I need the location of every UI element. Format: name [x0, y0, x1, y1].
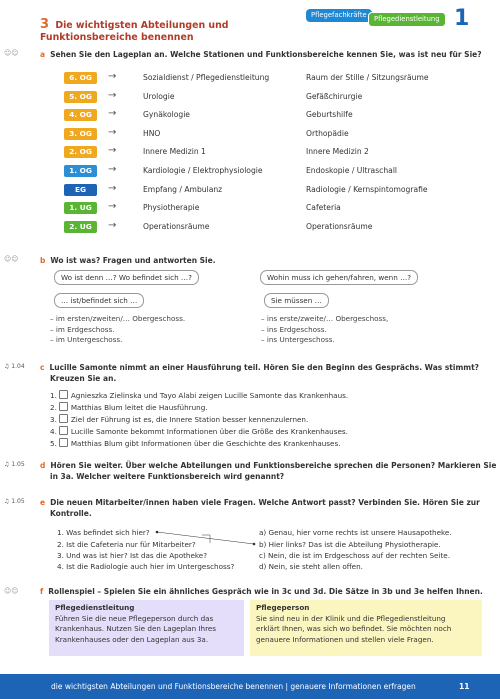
task-d-text-2: in 3a. Welcher weitere Funktionsbereich wird genannt?: [50, 472, 285, 481]
page-footer: [0, 674, 500, 699]
floor-level-badge: 2. UG: [64, 221, 97, 233]
role-card-line: Sie sind neu in der Klinik und die Pflegedienstleitung: [256, 613, 446, 623]
answer-c: c) Nein, die ist im Erdgeschoss auf der rechten Seite.: [259, 551, 451, 560]
item-number: 3.: [50, 415, 57, 424]
role-card-line: genauere Informationen und stellen viele Fragen.: [256, 634, 434, 644]
task-a-text: Sehen Sie den Lageplan an. Welche Stationen und Funktionsbereiche kennen Sie, was ist neu für Sie?: [50, 50, 482, 59]
floor-department-left: HNO: [143, 128, 161, 138]
arrow-right-icon: →: [108, 71, 117, 82]
unit-number: 1: [454, 6, 470, 31]
floor-department-left: Sozialdienst / Pflegedienstleitung: [143, 73, 270, 82]
list-item: – ins Untergeschoss.: [261, 335, 335, 344]
task-letter: a: [40, 50, 46, 59]
pair-work-icon: ☺☺: [4, 49, 19, 57]
speech-bubble-answer-1: … ist/befindet sich …: [54, 293, 144, 308]
question-3: 3. Und was ist hier? Ist das die Apotheke?: [57, 551, 208, 560]
task-e-text-1: Die neuen Mitarbeiter/innen haben viele Fragen. Welche Antwort passt? Verbinden Sie. Hören Sie zur: [50, 498, 480, 507]
list-item: – im Untergeschoss.: [50, 335, 123, 344]
floor-level-badge: 2. OG: [64, 146, 97, 158]
page-number: 11: [459, 682, 470, 691]
match-dot: [253, 543, 256, 546]
floor-level-badge: 3. OG: [64, 128, 97, 140]
list-item: – im ersten/zweiten/… Obergeschoss.: [50, 314, 186, 323]
floor-department-right: Gefäßchirurgie: [306, 91, 363, 101]
arrow-right-icon: →: [108, 219, 117, 231]
audio-track-d[interactable]: ♫ 1.05: [4, 461, 25, 468]
item-number: 5.: [50, 439, 57, 448]
task-b-text: Wo ist was? Fragen und antworten Sie.: [50, 256, 216, 265]
floor-department-left: Empfang / Ambulanz: [143, 184, 223, 194]
task-letter: b: [40, 256, 46, 265]
question-2: 2. Ist die Cafeteria nur für Mitarbeiter?: [57, 540, 196, 549]
floor-level-badge: 1. UG: [64, 202, 97, 214]
floor-level-badge: 5. OG: [64, 91, 97, 103]
floor-level-badge: 6. OG: [64, 72, 97, 84]
list-item: – ins erste/zweite/… Obergeschoss,: [261, 314, 389, 323]
item-number: 2.: [50, 403, 57, 412]
speech-bubble-answer-2: Sie müssen …: [264, 293, 329, 308]
role-card-pflegedienstleitung: [49, 600, 244, 656]
floor-department-right: Raum der Stille / Sitzungsräume: [306, 73, 429, 82]
floor-department-right: Operationsräume: [306, 221, 373, 231]
item-text: Lucille Samonte bekommt Informationen über die Größe des Krankenhauses.: [70, 427, 348, 436]
item-number: 4.: [50, 427, 57, 436]
floor-department-left: Operationsräume: [143, 221, 210, 231]
item-text: Agnieszka Zielinska und Tayo Alabi zeigen Lucille Samonte das Krankenhaus.: [70, 391, 349, 400]
pair-work-icon: ☺☺: [4, 587, 19, 595]
task-c-text-1: Lucille Samonte nimmt an einer Hausführung teil. Hören Sie den Beginn des Gesprächs. Was stimmt?: [49, 363, 480, 372]
item-text: Ziel der Führung ist es, die Innere Station besser kennenzulernen.: [70, 415, 309, 424]
arrow-right-icon: →: [108, 182, 117, 194]
floor-department-right: Geburtshilfe: [306, 110, 353, 120]
role-card-line: Krankenhauses oder den Lageplan aus 3a.: [55, 634, 209, 644]
arrow-right-icon: →: [108, 164, 117, 175]
answer-d: d) Nein, sie steht allen offen.: [259, 562, 363, 571]
role-card-line: Krankenhaus. Nutzen Sie den Lageplan Ihres: [55, 624, 217, 633]
role-card-title: Pflegeperson: [256, 603, 310, 612]
arrow-right-icon: →: [108, 145, 117, 157]
floor-department-left: Physiotherapie: [143, 203, 200, 213]
floor-department-left: Kardiologie / Elektrophysiologie: [143, 166, 263, 175]
floor-department-right: Radiologie / Kernspintomografie: [306, 184, 428, 194]
floor-department-left: Gynäkologie: [143, 110, 190, 120]
match-tick: [202, 535, 210, 543]
question-4: 4. Ist die Radiologie auch hier im Untergeschoss?: [57, 562, 235, 571]
title-line1: Die wichtigsten Abteilungen und: [55, 20, 229, 31]
answer-a: a) Genau, hier vorne rechts ist unsere Hausapotheke.: [259, 528, 452, 537]
task-c-text-2: Kreuzen Sie an.: [50, 374, 117, 383]
arrow-right-icon: →: [108, 126, 117, 138]
floor-department-left: Urologie: [143, 91, 175, 101]
floor-department-right: Innere Medizin 2: [306, 147, 369, 157]
role-card-line: erklärt Ihnen, was sich wo befindet. Sie möchten noch: [256, 624, 452, 633]
speech-bubble-question-1: Wo ist denn …? Wo befindet sich …?: [54, 270, 199, 285]
tag-from: Pflegefachkräfte: [306, 9, 372, 22]
audio-track-number: 1.04: [11, 363, 25, 370]
list-item: – ins Erdgeschoss.: [261, 324, 327, 334]
item-number: 1.: [50, 391, 57, 400]
match-line-1b: [157, 532, 254, 544]
floor-department-right: Cafeteria: [306, 203, 341, 213]
pair-work-icon: ☺☺: [4, 255, 19, 263]
arrow-right-icon: →: [108, 201, 117, 213]
floor-department-left: Innere Medizin 1: [143, 147, 206, 157]
question-1: 1. Was befindet sich hier?: [57, 528, 150, 537]
list-item: – im Erdgeschoss.: [50, 324, 115, 334]
footer-text: die wichtigsten Abteilungen und Funktionsbereiche benennen | genauere Informationen erfragen: [51, 682, 416, 691]
task-letter: c: [40, 363, 45, 372]
audio-track-number: 1.05: [11, 461, 25, 468]
tag-to: Pflegedienstleitung: [368, 12, 446, 27]
audio-track-number: 1.05: [11, 498, 25, 505]
speech-bubble-question-2: Wohin muss ich gehen/fahren, wenn …?: [260, 270, 418, 285]
item-text: Matthias Blum gibt Informationen über die Geschichte des Krankenhauses.: [70, 439, 341, 448]
audio-track-c[interactable]: ♫ 1.04: [4, 363, 25, 370]
task-d-text-1: Hören Sie weiter. Über welche Abteilungen und Funktionsbereiche sprechen die Personen? Markieren Sie: [50, 461, 497, 470]
task-letter: d: [40, 461, 46, 470]
floor-level-badge: 1. OG: [64, 165, 97, 177]
task-f: [40, 586, 483, 597]
role-card-pflegeperson: [250, 600, 482, 656]
arrow-right-icon: →: [108, 89, 117, 101]
task-e-text-2: Kontrolle.: [50, 509, 92, 518]
task-letter: e: [40, 498, 46, 507]
title-line2: Funktionsbereiche benennen: [40, 32, 194, 43]
floor-level-badge: 4. OG: [64, 109, 97, 121]
role-card-title: Pflegedienstleitung: [55, 603, 135, 612]
floor-level-badge: EG: [64, 184, 97, 196]
audio-track-e[interactable]: ♫ 1.05: [4, 498, 25, 505]
task-letter: f: [40, 587, 44, 596]
arrow-right-icon: →: [108, 108, 117, 120]
floor-department-right: Endoskopie / Ultraschall: [306, 166, 398, 175]
item-text: Matthias Blum leitet die Hausführung.: [70, 403, 208, 412]
floor-department-right: Orthopädie: [306, 128, 349, 138]
role-card-line: Führen Sie die neue Pflegeperson durch das: [55, 613, 214, 623]
match-dot: [156, 531, 159, 534]
section-number: 3: [40, 17, 50, 32]
task-f-text: Rollenspiel – Spielen Sie ein ähnliches Gespräch wie in 3c und 3d. Die Sätze in 3b und 3e helfen Ihnen.: [48, 587, 483, 596]
answer-b: b) Hier links? Das ist die Abteilung Physiotherapie.: [259, 540, 441, 549]
